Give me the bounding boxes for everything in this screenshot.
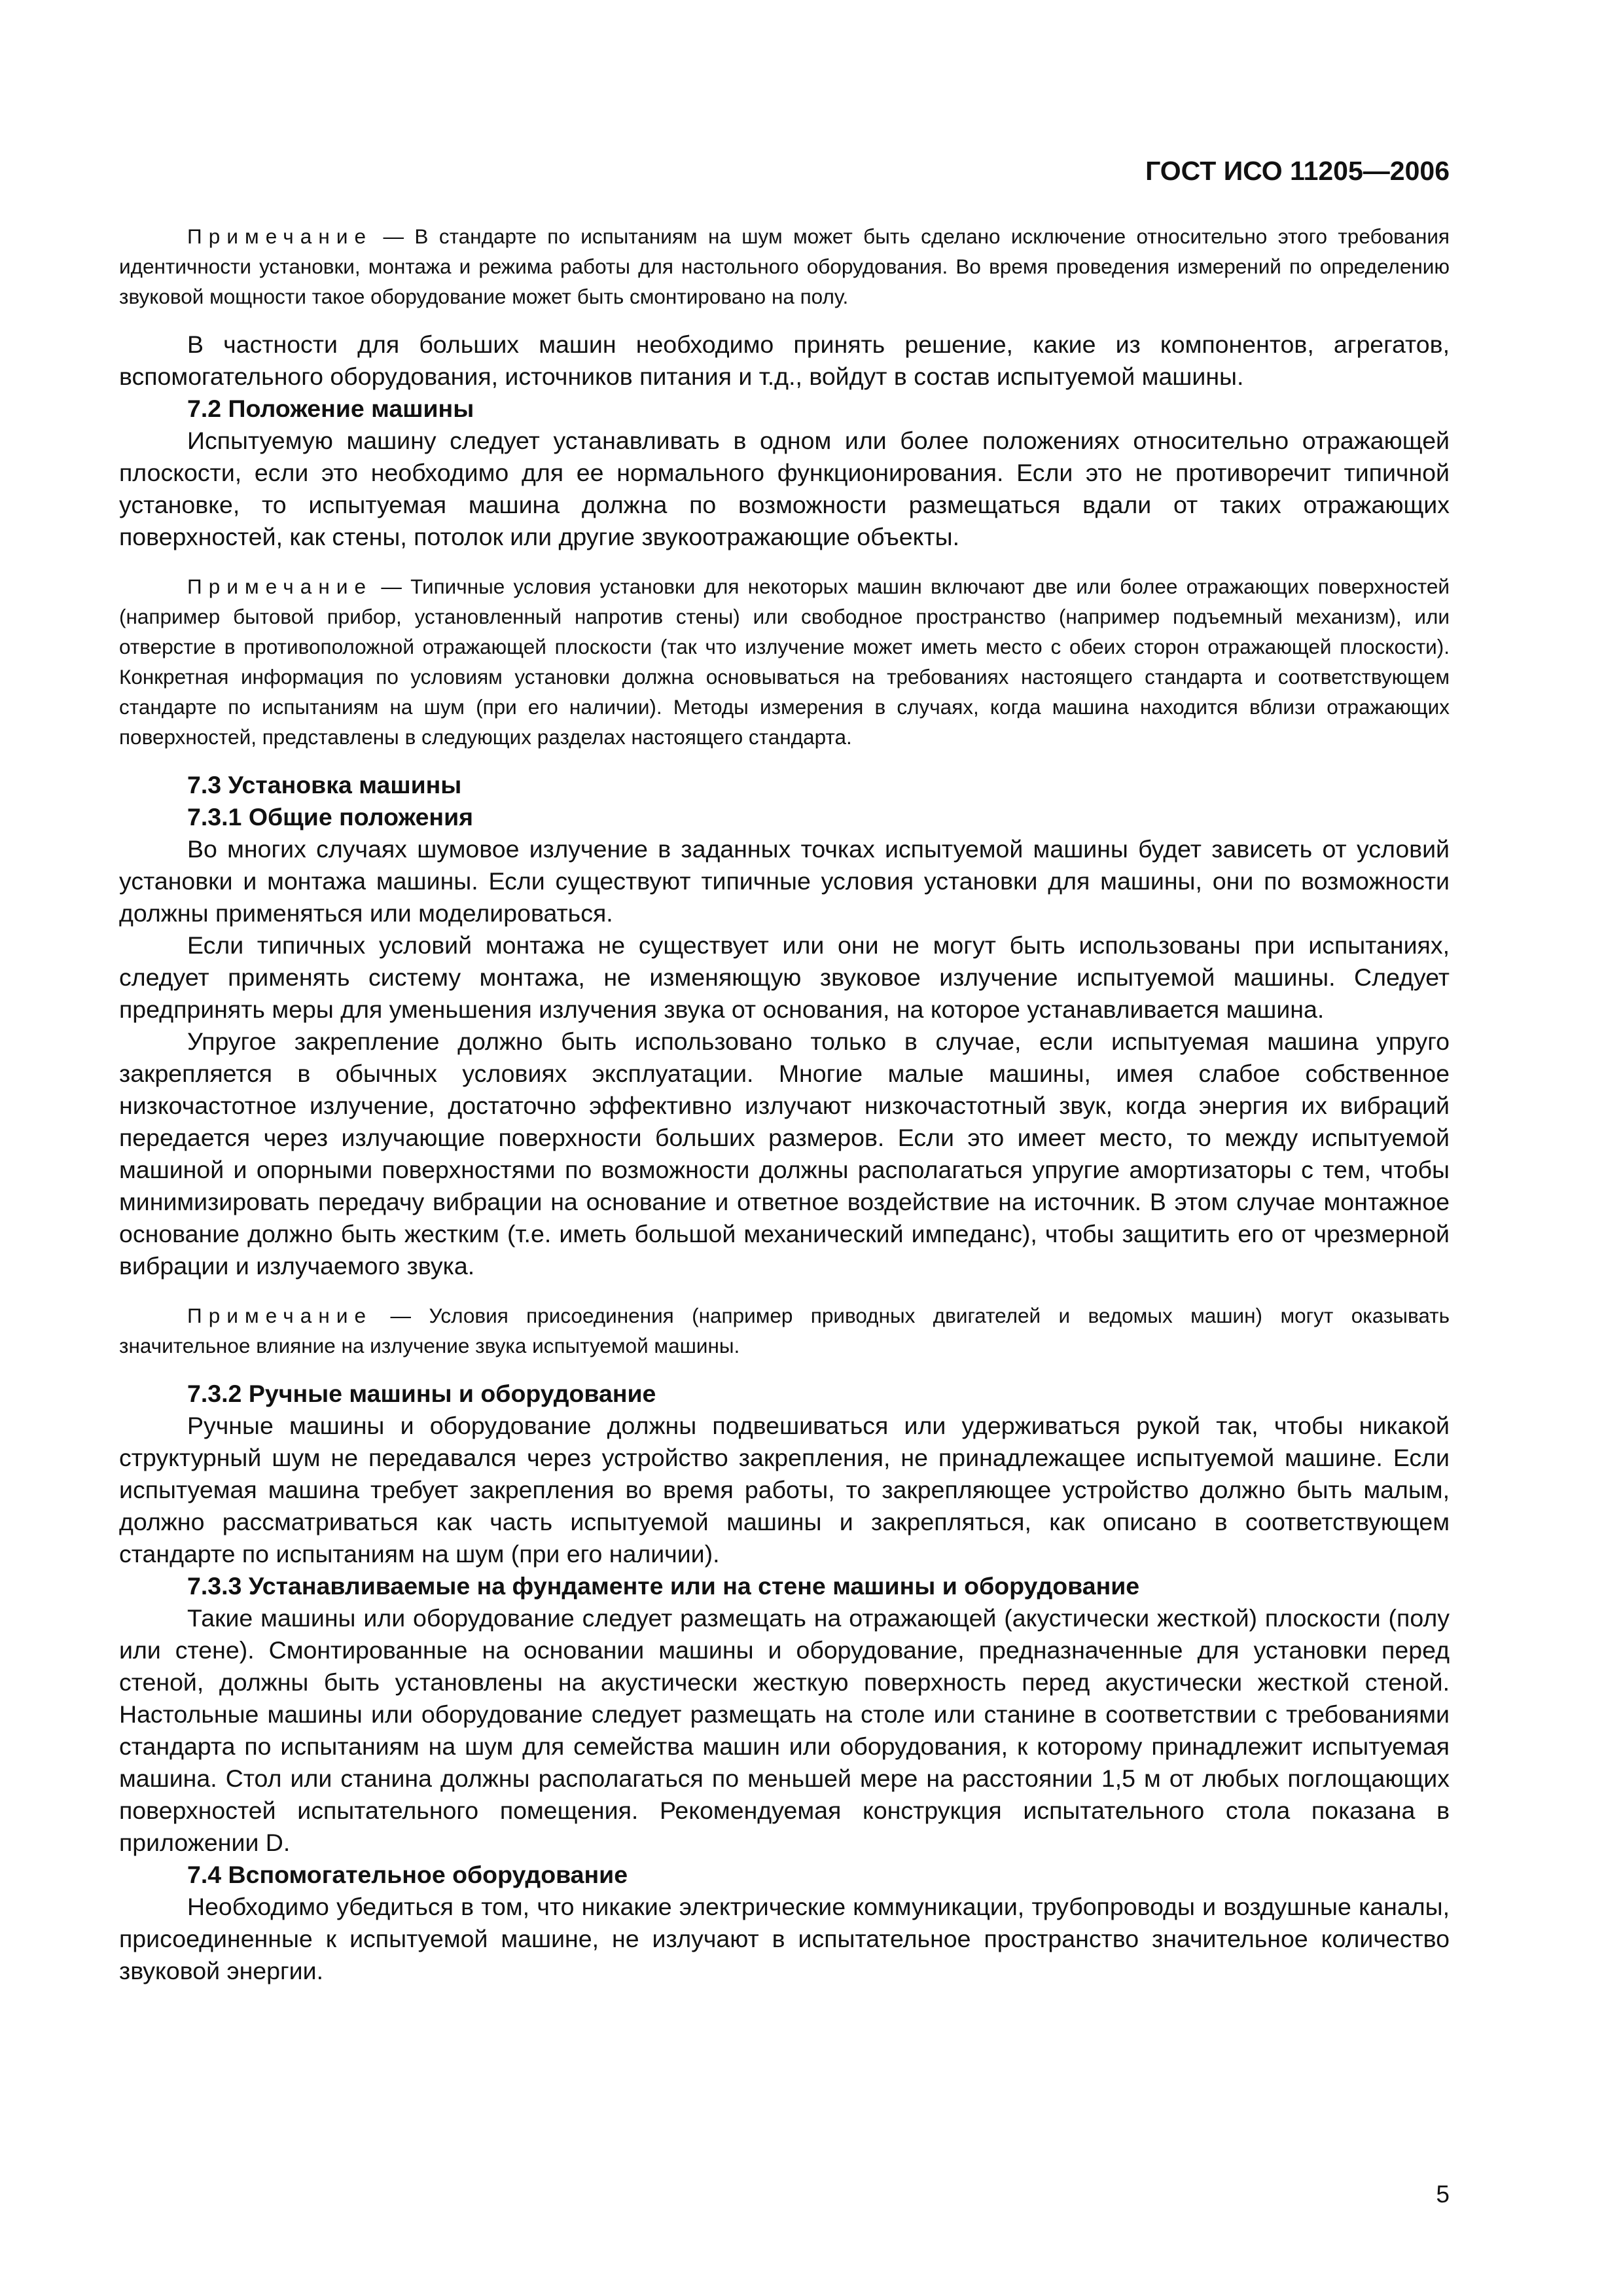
note-label: Примечание: [187, 224, 373, 248]
note-dash: —: [372, 1304, 429, 1327]
note-1: [119, 221, 1450, 312]
section-7-3-2-heading: 7.3.2 Ручные машины и оборудование: [187, 1380, 656, 1407]
note-2-text: Типичные условия установки для некоторых машин включают две или более отражающих поверхностей (например бытовой прибор, установленный напротив стены) или свободное пространство (например подъемный механизм), или отверстие в противоположной отражающей плоскости (так что излучение может иметь место с обеих сторон отражающей плоскости). Конкретная информация по условиям установки должна основываться на требованиях настоящего стандарта и соответствующем стандарте по испытаниям на шум (при его наличии). Методы измерения в случаях, когда машина находится вблизи отражающих поверхностей, представлены в следующих разделах настоящего стандарта.: [119, 575, 1450, 749]
section-7-4-heading: 7.4 Вспомогательное оборудование: [187, 1861, 628, 1888]
note-label: Примечание: [187, 1304, 373, 1327]
note-1-text: В стандарте по испытаниям на шум может быть сделано исключение относительно этого требования идентичности установки, монтажа и режима работы для настольного оборудования. Во время проведения измерений по определению звуковой мощности такое оборудование может быть смонтировано на полу.: [119, 224, 1450, 308]
section-7-3-1-paragraph-2: Если типичных условий монтажа не существует или они не могут быть использованы при испытаниях, следует применять систему монтажа, не изменяющую звуковое излучение испытуемой машины. Следует предпринять меры для уменьшения излучения звука от основания, на которое устанавливается машина.: [119, 931, 1450, 1023]
note-2: [119, 571, 1450, 752]
section-7-3-1-heading: 7.3.1 Общие положения: [187, 803, 474, 831]
document-header: ГОСТ ИСО 11205—2006: [1145, 156, 1450, 186]
page-number: 5: [1436, 2181, 1450, 2208]
paragraph-large-machines: В частности для больших машин необходимо принять решение, какие из компонентов, агрегатов, вспомогательного оборудования, источников питания и т.д., войдут в состав испытуемой машины.: [119, 331, 1450, 390]
section-7-2-text: Испытуемую машину следует устанавливать в одном или более положениях относительно отражающей плоскости, если это необходимо для ее нормального функционирования. Если это не противоречит типичной установке, то испытуемая машина должна по возможности размещаться вдали от таких отражающих поверхностей, как стены, потолок или другие звукоотражающие объекты.: [119, 427, 1450, 550]
section-7-3-1-paragraph-1: Во многих случаях шумовое излучение в заданных точках испытуемой машины будет зависеть от условий установки и монтажа машины. Если существуют типичные условия установки для машины, они по возможности должны применяться или моделироваться.: [119, 835, 1450, 927]
note-3-text: Условия присоединения (например приводных двигателей и ведомых машин) могут оказывать значительное влияние на излучение звука испытуемой машины.: [119, 1304, 1450, 1357]
document-page: [119, 154, 1450, 1987]
note-dash: —: [372, 575, 411, 598]
section-7-3-2-paragraph: Ручные машины и оборудование должны подвешиваться или удерживаться рукой так, чтобы никакой структурный шум не передавался через устройство закрепления, не принадлежащее испытуемой машине. Если испытуемая машина требует закрепления во время работы, то закрепляющее устройство должно быть малым, должно рассматриваться как часть испытуемой машины и закрепляться, как описано в соответствующем стандарте по испытаниям на шум (при его наличии).: [119, 1412, 1450, 1568]
note-dash: —: [372, 224, 415, 248]
section-7-3-3-paragraph: Такие машины или оборудование следует размещать на отражающей (акустически жесткой) плоскости (полу или стене). Смонтированные на основании машины и оборудование, предназначенные для установки перед стеной, должны быть установлены на акустически жесткую поверхность перед акустически жесткой стеной. Настольные машины или оборудование следует размещать на столе или станине в соответствии с требованиями стандарта по испытаниям на шум для семейства машин или оборудования, к которому принадлежит испытуемая машина. Стол или станина должны располагаться по меньшей мере на расстоянии 1,5 м от любых поглощающих поверхностей испытательного помещения. Рекомендуемая конструкция испытательного стола показана в приложении D.: [119, 1604, 1450, 1856]
section-7-3-heading: 7.3 Установка машины: [187, 771, 462, 798]
note-label: Примечание: [187, 575, 373, 598]
section-7-4-text: Необходимо убедиться в том, что никакие электрические коммуникации, трубопроводы и воздушные каналы, присоединенные к испытуемой машине, не излучают в испытательное пространство значительное количество звуковой энергии.: [119, 1893, 1450, 1984]
section-7-3-1-paragraph-3: Упругое закрепление должно быть использовано только в случае, если испытуемая машина упруго закрепляется в обычных условиях эксплуатации. Многие малые машины, имея слабое собственное низкочастотное излучение, достаточно эффективно излучают низкочастотный звук, когда энергия их вибраций передается через излучающие поверхности больших размеров. Если это имеет место, то между испытуемой машиной и опорными поверхностями по возможности должны располагаться упругие амортизаторы с тем, чтобы минимизировать передачу вибрации на основание и ответное воздействие на источник. В этом случае монтажное основание должно быть жестким (т.е. иметь большой механический импеданс), чтобы защитить его от чрезмерной вибрации и излучаемого звука.: [119, 1028, 1450, 1280]
note-3: [119, 1300, 1450, 1361]
section-7-2-heading: 7.2 Положение машины: [187, 395, 474, 422]
section-7-3-3-heading: 7.3.3 Устанавливаемые на фундаменте или на стене машины и оборудование: [187, 1572, 1140, 1600]
